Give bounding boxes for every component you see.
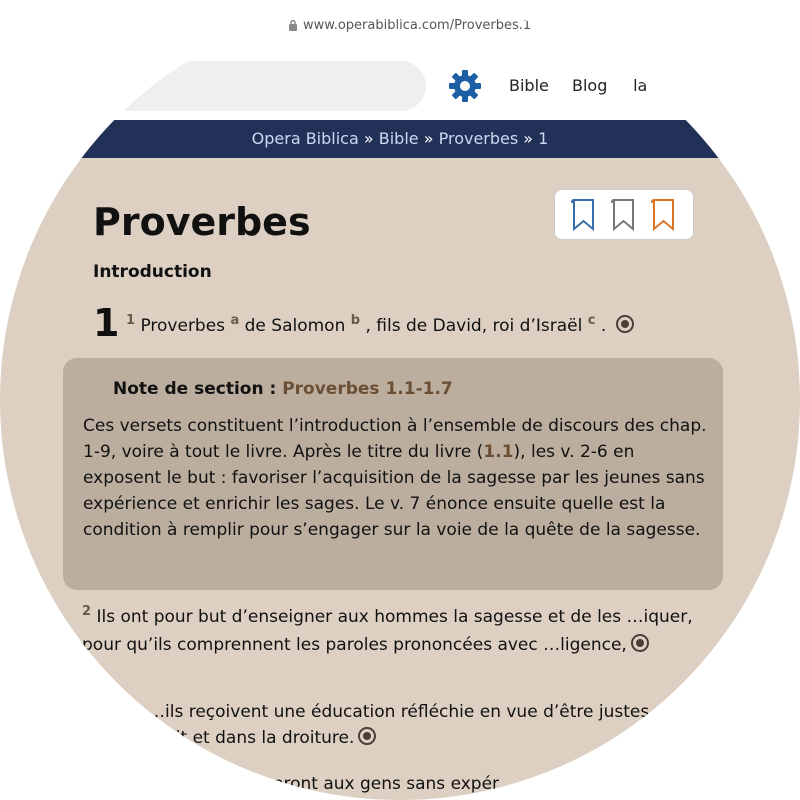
bookmark-orange-icon[interactable]: [651, 198, 677, 232]
section-note-header: [113, 379, 453, 399]
footnote-link[interactable]: c: [587, 313, 596, 328]
section-note-ref[interactable]: Proverbes 1.1-1.7: [282, 379, 453, 399]
verse-text: de Salomon: [239, 316, 351, 336]
verse-text: .: [595, 316, 612, 336]
search-input[interactable]: [60, 61, 426, 111]
bookmark-blue-icon[interactable]: [571, 198, 597, 232]
gear-icon[interactable]: [448, 69, 482, 103]
page-title: Proverbes: [93, 200, 311, 244]
breadcrumb-separator: »: [518, 129, 539, 148]
verse-text: Proverbes: [135, 316, 231, 336]
url-text[interactable]: www.operabiblica.com/Proverbes.1: [303, 18, 532, 33]
section-note-text: ), les v. 2-6 en exposent le but : favoriser l’acquisition de la sagesse par les jeunes sans expérience et enrichir les sages. Le v. 7 énonce ensuite quelle est la condition à remplir pour s’engager sur la voie de la quête de la sagesse.: [83, 442, 705, 540]
verse-marker-icon[interactable]: [358, 727, 376, 745]
breadcrumb-bible[interactable]: Bible: [378, 129, 419, 148]
verse-2: [82, 604, 702, 658]
section-note-text: Ces versets constituent l’introduction à l’ensemble de discours des chap. 1-9, voire à tout le livre. Après le titre du livre (: [83, 416, 707, 462]
verse-text: Ils ont pour but d’enseigner aux hommes la sagesse et de les …iquer, pour qu’ils comprennent les paroles prononcées avec …ligence,: [82, 607, 693, 655]
section-note-body: [83, 413, 708, 543]
lock-icon: [288, 19, 298, 31]
verse-number: 1: [126, 313, 136, 328]
section-note-label: Note de section :: [113, 379, 283, 399]
chapter-number: 1: [93, 301, 120, 345]
verse-text: …ils reçoivent une éducation réfléchie en vue d’être justes …droit et dans la droiture.: [148, 702, 672, 748]
verse-ref-link[interactable]: 1.1: [483, 442, 514, 462]
verse-3: [148, 699, 708, 751]
verse-marker-icon[interactable]: [631, 634, 649, 652]
breadcrumb: [0, 120, 800, 158]
verse-marker-icon[interactable]: [616, 315, 634, 333]
verse-number: 2: [82, 604, 92, 619]
nav-link-blog[interactable]: Blog: [572, 76, 608, 95]
bookmark-gray-icon[interactable]: [611, 198, 637, 232]
breadcrumb-home[interactable]: Opera Biblica: [251, 129, 359, 148]
nav-link-more[interactable]: la: [628, 76, 648, 95]
breadcrumb-chapter[interactable]: 1: [538, 129, 549, 148]
site-navbar: [0, 52, 800, 120]
nav-link-bible[interactable]: Bible: [509, 76, 549, 95]
verse-text: …eront aux gens sans expér…: [256, 774, 517, 794]
verse-4: [256, 771, 556, 797]
address-bar[interactable]: [0, 0, 800, 52]
breadcrumb-separator: »: [358, 129, 379, 148]
breadcrumb-book[interactable]: Proverbes: [438, 129, 519, 148]
breadcrumb-separator: »: [418, 129, 439, 148]
reading-area: [0, 158, 800, 800]
bookmark-toolbar: [554, 189, 694, 240]
footnote-link[interactable]: a: [230, 313, 240, 328]
section-heading: Introduction: [93, 262, 212, 282]
verse-1: [126, 313, 634, 336]
section-note: [63, 358, 723, 590]
verse-text: , fils de David, roi d’Israël: [360, 316, 588, 336]
footnote-link[interactable]: b: [350, 313, 361, 328]
